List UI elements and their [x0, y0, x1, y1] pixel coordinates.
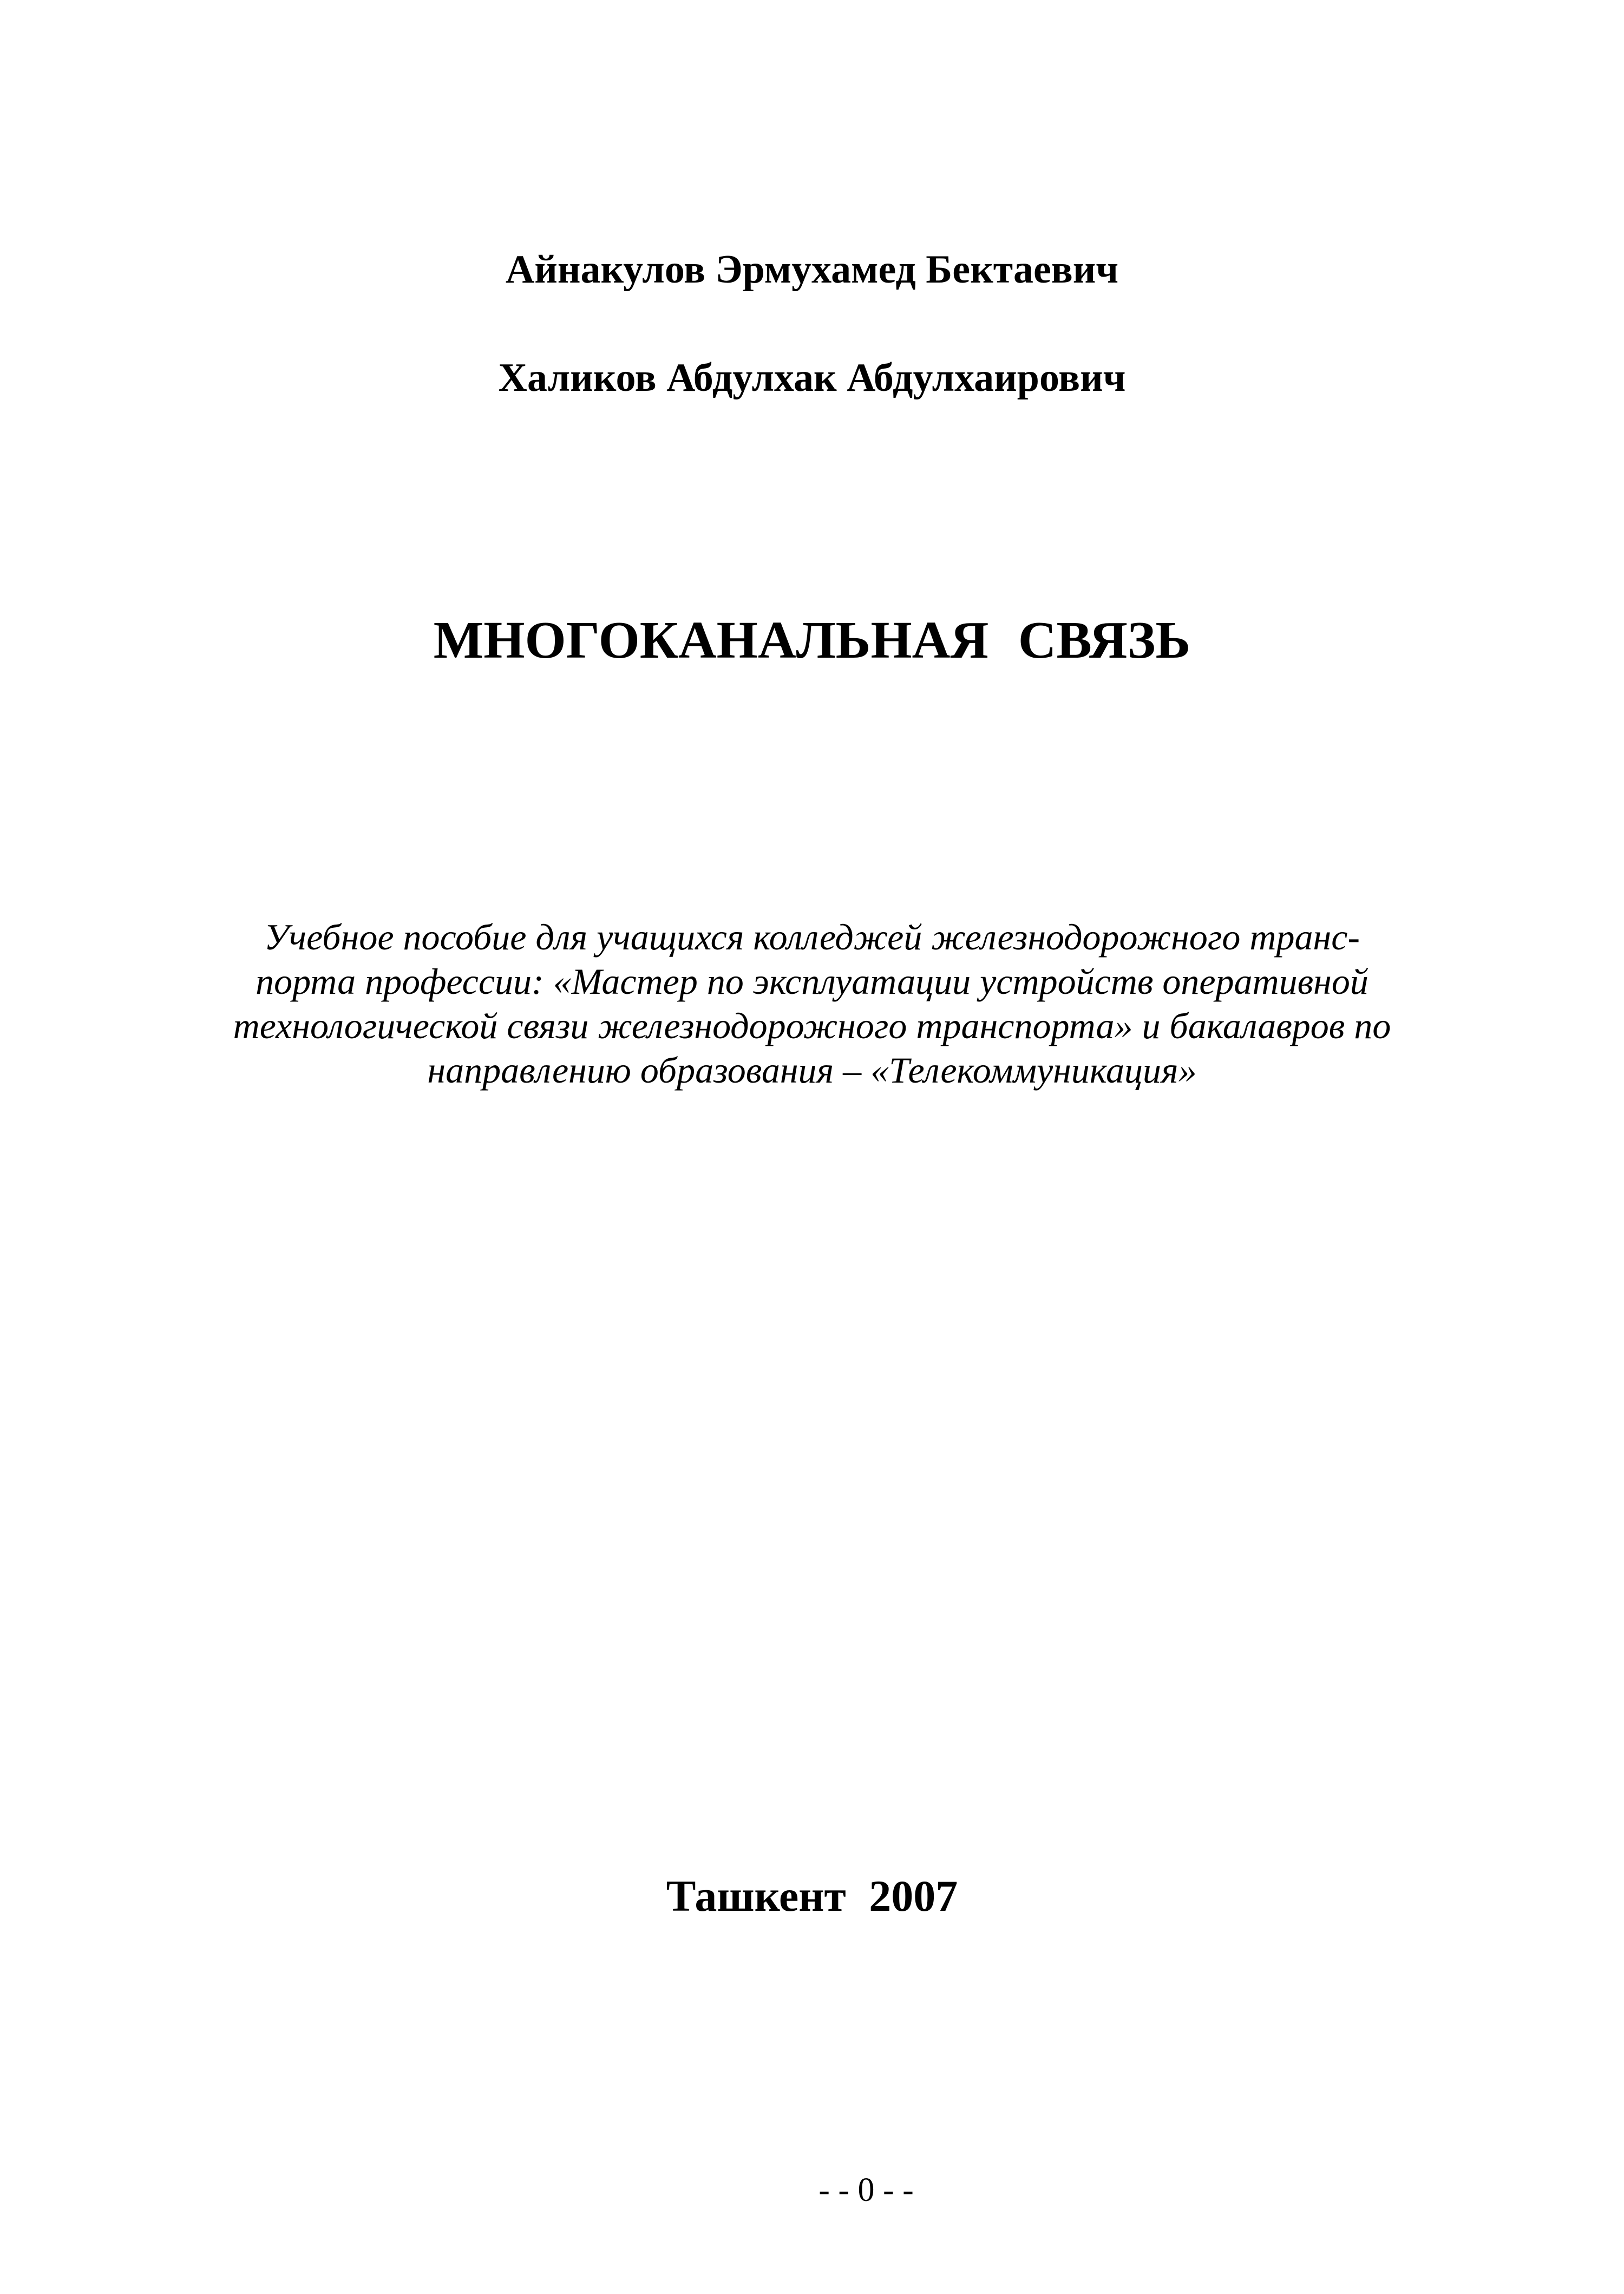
- subtitle-line-4: направлению образования – «Телекоммуникация»: [427, 1050, 1197, 1091]
- document-subtitle: [0, 915, 1624, 1092]
- subtitle-line-2: порта профессии: «Мастер по эксплуатации устройств оперативной: [256, 961, 1368, 1002]
- subtitle-line-1: Учебное пособие для учащихся колледжей железнодорожного транс-: [264, 916, 1360, 958]
- page-number: - - 0 - -: [818, 2172, 914, 2208]
- place-and-year: Ташкент 2007: [666, 1871, 958, 1921]
- author-name-1: Айнакулов Эрмухамед Бектаевич: [505, 247, 1119, 292]
- document-title: МНОГОКАНАЛЬНАЯ СВЯЗЬ: [433, 611, 1191, 670]
- author-name-2: Халиков Абдулхак Абдулхаирович: [498, 356, 1126, 400]
- subtitle-line-3: технологической связи железнодорожного транспорта» и бакалавров по: [233, 1005, 1391, 1046]
